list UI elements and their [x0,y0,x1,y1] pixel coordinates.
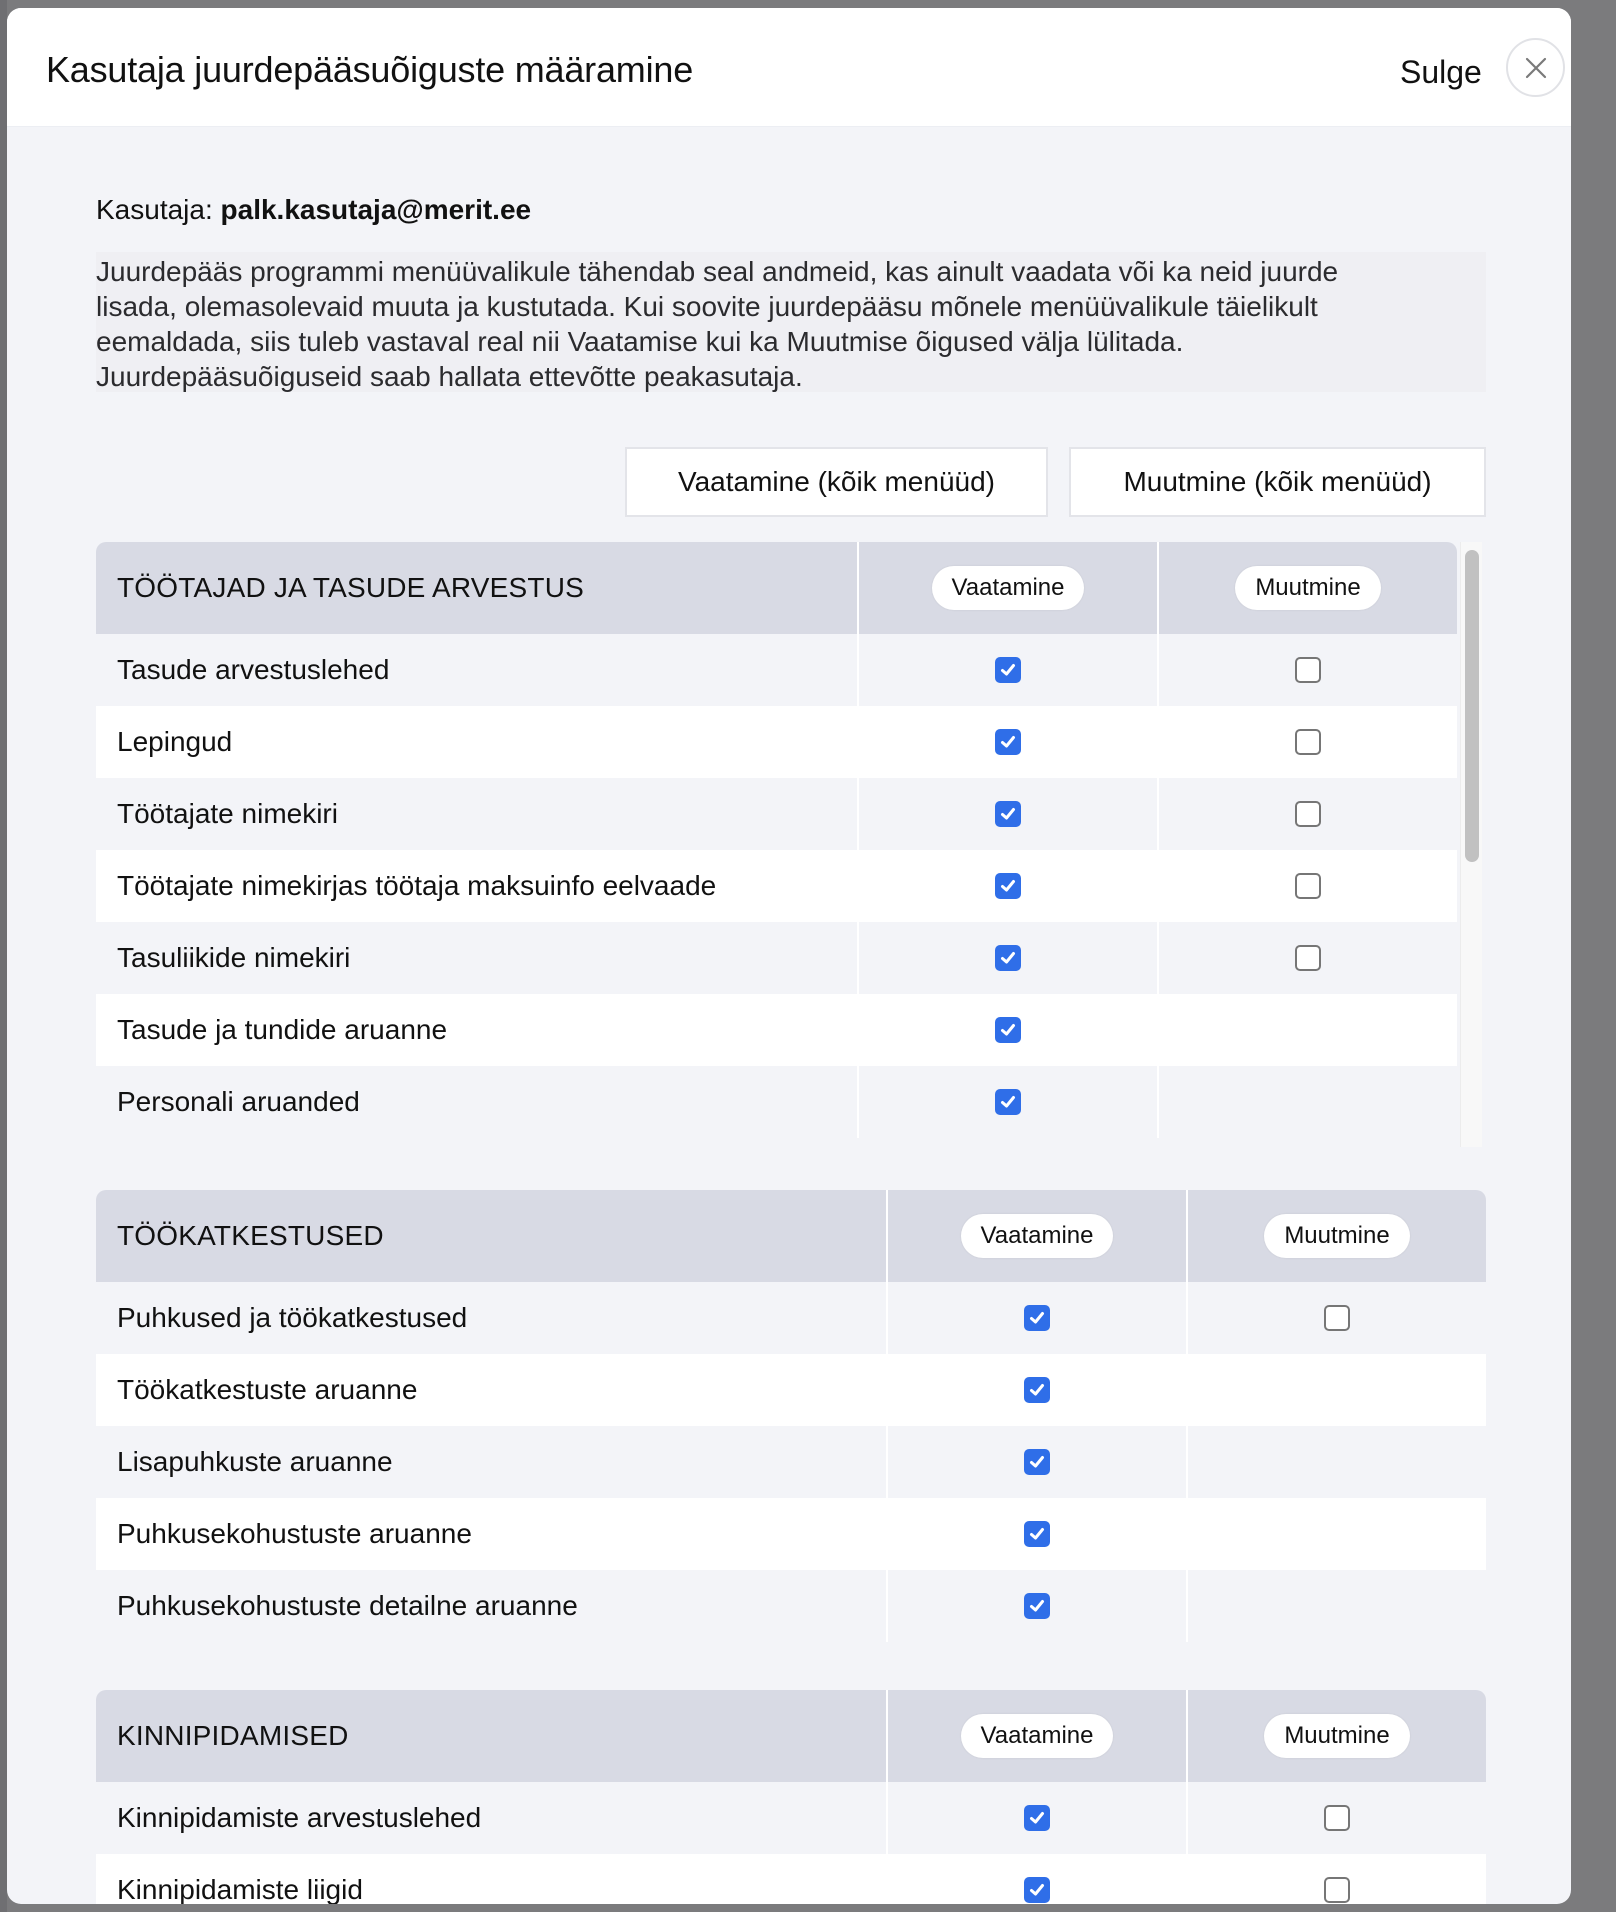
view-cell [857,850,1157,922]
view-cell [886,1426,1186,1498]
table-row [96,1498,1486,1570]
check-icon [1028,1309,1046,1327]
view-checkbox[interactable] [995,945,1021,971]
view-checkbox[interactable] [1024,1305,1050,1331]
table-row [96,1854,1486,1904]
menu-item-label: Puhkusekohustuste detailne aruanne [117,1590,578,1621]
edit-all-menus-button[interactable]: Muutmine (kõik menüüd) [1069,447,1486,517]
view-column-header [857,542,1157,634]
edit-cell [1186,1854,1486,1904]
table-row [96,1782,1486,1854]
view-checkbox[interactable] [1024,1877,1050,1903]
background-app [0,0,7,1912]
user-label: Kasutaja: [96,194,213,225]
description-line: eemaldada, siis tuleb vastaval real nii Vaatamise kui ka Muutmise õigused välja lülitada. [96,326,1184,357]
section-employees-payroll [96,542,1486,1147]
check-icon [1028,1881,1046,1899]
permissions-table [96,1690,1486,1904]
section-title: KINNIPIDAMISED [117,1720,349,1751]
view-checkbox[interactable] [1024,1521,1050,1547]
table-scrollbar-thumb[interactable] [1465,550,1479,862]
edit-cell [1157,634,1457,706]
menu-item-label: Lepingud [117,726,233,757]
table-row [96,850,1457,922]
check-icon [999,805,1017,823]
view-cell [886,1354,1186,1426]
description-line: Juurdepääsuõiguseid saab hallata ettevõtte peakasutaja. [96,361,803,392]
menu-item-label: Puhkused ja töökatkestused [117,1302,468,1333]
view-cell [857,778,1157,850]
edit-cell [1186,1782,1486,1854]
edit-cell [1157,994,1457,1066]
table-row [96,994,1457,1066]
view-checkbox[interactable] [1024,1805,1050,1831]
modal-title: Kasutaja juurdepääsuõiguste määramine [46,49,694,90]
section-header [96,542,1457,634]
menu-item-label: Tasude arvestuslehed [117,654,390,685]
user-email: palk.kasutaja@merit.ee [220,194,532,225]
section-header [96,1690,1486,1782]
edit-checkbox[interactable] [1324,1877,1350,1903]
modal-header [7,8,1571,127]
view-cell [857,634,1157,706]
view-checkbox[interactable] [1024,1449,1050,1475]
edit-checkbox[interactable] [1295,945,1321,971]
edit-cell [1157,778,1457,850]
view-cell [886,1854,1186,1904]
permissions-table [96,1190,1486,1642]
view-cell [857,1066,1157,1138]
edit-cell [1157,922,1457,994]
toggle-view-column-button[interactable]: Vaatamine [932,566,1085,610]
edit-column-header [1157,542,1457,634]
view-cell [886,1782,1186,1854]
section-deductions [96,1690,1486,1904]
view-cell [857,922,1157,994]
close-button[interactable] [1506,38,1565,97]
view-checkbox[interactable] [995,657,1021,683]
menu-item-label: Töökatkestuste aruanne [117,1374,418,1405]
table-row [96,1066,1457,1138]
edit-cell [1186,1426,1486,1498]
description-line: Juurdepääs programmi menüüvalikule tähendab seal andmeid, kas ainult vaadata või ka neid juurde [96,256,1339,287]
table-row [96,1354,1486,1426]
table-row [96,1426,1486,1498]
menu-item-label: Puhkusekohustuste aruanne [117,1518,472,1549]
toggle-view-column-button[interactable]: Vaatamine [961,1714,1114,1758]
table-row [96,778,1457,850]
view-cell [857,994,1157,1066]
section-title: TÖÖKATKESTUSED [117,1220,384,1251]
view-checkbox[interactable] [995,801,1021,827]
view-checkbox[interactable] [995,873,1021,899]
section-title: TÖÖTAJAD JA TASUDE ARVESTUS [117,572,584,603]
section-header [96,1190,1486,1282]
edit-checkbox[interactable] [1295,873,1321,899]
edit-checkbox[interactable] [1295,801,1321,827]
menu-item-label: Töötajate nimekirjas töötaja maksuinfo eelvaade [117,870,717,901]
close-label[interactable]: Sulge [1400,54,1482,90]
view-cell [886,1282,1186,1354]
menu-item-label: Lisapuhkuste aruanne [117,1446,393,1477]
edit-cell [1157,1066,1457,1138]
menu-item-label: Tasude ja tundide aruanne [117,1014,448,1045]
check-icon [1028,1809,1046,1827]
menu-item-label: Töötajate nimekiri [117,798,338,829]
menu-item-label: Kinnipidamiste arvestuslehed [117,1802,482,1833]
edit-checkbox[interactable] [1295,657,1321,683]
check-icon [1028,1597,1046,1615]
view-cell [886,1498,1186,1570]
edit-cell [1157,850,1457,922]
toggle-view-column-button[interactable]: Vaatamine [961,1214,1114,1258]
view-cell [886,1570,1186,1642]
table-row [96,634,1457,706]
table-row [96,706,1457,778]
edit-cell [1157,706,1457,778]
toggle-edit-column-button[interactable]: Muutmine [1264,1214,1409,1258]
menu-item-label: Tasuliikide nimekiri [117,942,351,973]
check-icon [999,733,1017,751]
menu-item-label: Personali aruanded [117,1086,360,1117]
edit-cell [1186,1282,1486,1354]
check-icon [999,661,1017,679]
edit-cell [1186,1354,1486,1426]
toggle-edit-column-button[interactable]: Muutmine [1235,566,1380,610]
edit-cell [1186,1570,1486,1642]
view-cell [857,706,1157,778]
table-row [96,1570,1486,1642]
close-icon [1524,56,1548,80]
check-icon [999,877,1017,895]
section-absences [96,1190,1486,1642]
view-checkbox[interactable] [1024,1377,1050,1403]
view-checkbox[interactable] [1024,1593,1050,1619]
edit-checkbox[interactable] [1324,1805,1350,1831]
edit-checkbox[interactable] [1295,729,1321,755]
view-column-header [886,1690,1186,1782]
check-icon [999,1093,1017,1111]
check-icon [1028,1453,1046,1471]
view-checkbox[interactable] [995,1089,1021,1115]
edit-column-header [1186,1690,1486,1782]
edit-column-header [1186,1190,1486,1282]
description-line: lisada, olemasolevaid muuta ja kustutada. Kui soovite juurdepääsu mõnele menüüvalikule täielikult [96,291,1318,322]
edit-checkbox[interactable] [1324,1305,1350,1331]
check-icon [1028,1525,1046,1543]
view-column-header [886,1190,1186,1282]
check-icon [999,949,1017,967]
view-all-menus-button[interactable]: Vaatamine (kõik menüüd) [625,447,1048,517]
edit-cell [1186,1498,1486,1570]
toggle-edit-column-button[interactable]: Muutmine [1264,1714,1409,1758]
table-row [96,1282,1486,1354]
view-checkbox[interactable] [995,1017,1021,1043]
access-rights-modal [7,8,1571,1904]
view-checkbox[interactable] [995,729,1021,755]
menu-item-label: Kinnipidamiste liigid [117,1874,363,1904]
check-icon [999,1021,1017,1039]
user-info [96,194,531,226]
description-box [96,252,1486,392]
check-icon [1028,1381,1046,1399]
table-row [96,922,1457,994]
table-scrollbar[interactable] [1460,542,1482,1147]
permissions-table [96,542,1457,1138]
